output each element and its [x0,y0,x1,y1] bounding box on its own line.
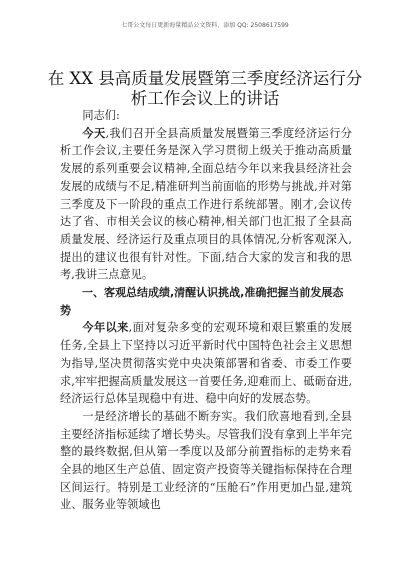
salutation: 同志们: [82,109,120,122]
document-body [60,107,352,514]
intro-lead: 今天 [82,125,106,140]
document-title: 在 XX 县高质量发展暨第三季度经济运行分析工作会议上的讲话 [47,69,363,108]
paragraph-3: 一是经济增长的基础不断夯实。我们欣喜地看到,全县主要经济指标延续了增长势头。尽管我们没有拿到上半年完整的最终数据,但从第一季度以及部分前置指标的走势来看全县的地区生产总值、固定资产投资等关键指标保持在合理区间运行。特别是工业经济的“压舱石”作用更加凸显,建筑业、服务业等领域也 [60,409,352,512]
paragraph-2 [60,319,352,408]
intro-paragraph [60,125,352,284]
intro-text: ,我们召开全县高质量发展暨第三季度经济运行分析工作会议,主要任务是深入学习贯彻上级关于推动高质量发展的系列重要会议精神,全面总结今年以来我县经济社会发展的成绩与不足,精准研判当前面临的形势与挑战,并对第三季度及下一阶段的重点工作进行系统部署。刚才,会议传达了省、市相关会议的核心精神,相关部门也汇报了全县高质量发展、经济运行及重点项目的具体情况,分析客观深入,提出的建议也很有针对性。下面,结合大家的发言和我的思考,我讲三点意见。 [60,126,352,282]
paragraph-2-text: ,面对复杂多变的宏观环境和艰巨繁重的发展任务,全县上下坚持以习近平新时代中国特色社会主义思想为指导,坚决贯彻落实党中央决策部署和省委、市委工作要求,牢牢把握高质量发展这一首要任务,迎难而上、砥砺奋进,经济运行总体呈现稳中有进、稳中向好的发展态势。 [60,321,352,406]
section-heading-1: 一、客观总结成绩,清醒认识挑战,准确把握当前发展态势 [60,286,344,317]
header-note: 七哥公文每日更新海量精品公文资料，添加 QQ: 2508617599 [121,22,289,29]
paragraph-2-lead: 今年以来 [82,320,129,335]
